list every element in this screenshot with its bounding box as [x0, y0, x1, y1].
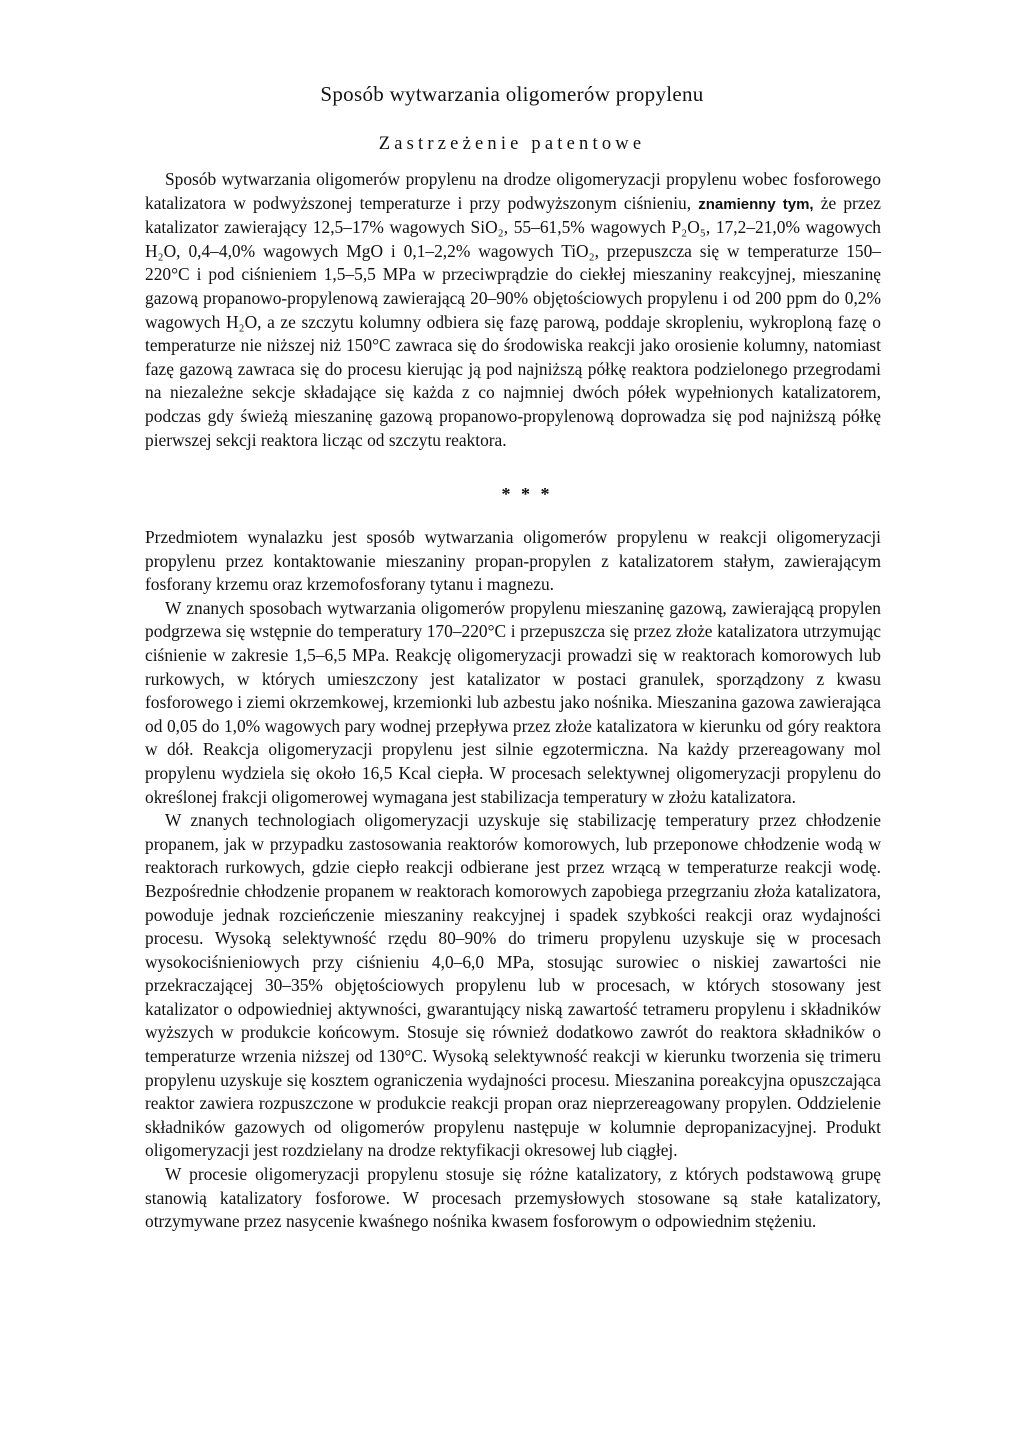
document-title: Sposób wytwarzania oligomerów propylenu	[320, 82, 704, 106]
paragraph-2-text: W znanych sposobach wytwarzania oligomerów propylenu mieszaninę gazową, zawierającą propylen podgrzewa się wstępnie do temperatury 170–220°C i przepuszcza się przez złoże katalizatora utrzymując ciśnienie w zakresie 1,5–6,5 MPa. Reakcję oligomeryzacji prowadzi się w reaktorach komorowych lub rurkowych, w których umieszczony jest katalizator w postaci granulek, sporządzony z kwasu fosforowego i ziemi okrzemkowej, krzemionki lub azbestu jako nośnika. Mieszanina gazowa zawierająca od 0,05 do 1,0% wagowych pary wodnej przepływa przez złoże katalizatora w kierunku od góry reaktora w dół. Reakcja oligomeryzacji propylenu jest silnie egzotermiczna. Na każdy przereagowany mol propylenu wydziela się około 16,5 Kcal ciepła. W procesach selektywnej oligomeryzacji propylenu do określonej frakcji oligomerowej wymagana jest stabilizacja temperatury w złożu katalizatora.	[145, 597, 881, 807]
paragraph-4-text: W procesie oligomeryzacji propylenu stosuje się różne katalizatory, z których podstawową grupę stanowią katalizatory fosforowe. W procesach przemysłowych stosowane są stałe katalizatory, otrzymywane przez nasycenie kwaśnego nośnika kwasem fosforowym o odpowiednim stężeniu.	[145, 1164, 881, 1232]
paragraph-3	[145, 809, 881, 1163]
paragraph-4	[145, 1163, 881, 1234]
claim-text-intro: Sposób wytwarzania oligomerów propylenu na drodze oligomeryzacji propylenu wobec fosforowego katalizatora w podwyższonej temperaturze i przy podwyższonym ciśnieniu,	[145, 169, 881, 213]
section-separator: * * *	[501, 484, 553, 504]
claim-characterizing-phrase: znamienny tym,	[698, 195, 814, 213]
claim-text-body: że przez katalizator zawierający 12,5–17% wagowych SiO₂, 55–61,5% wagowych P₂O₅, 17,2–21,0% wagowych H₂O, 0,4–4,0% wagowych MgO i 0,1–2,2% wagowych TiO₂, przepuszcza się w temperaturze 150–220°C i pod ciśnieniem 1,5–5,5 MPa w przeciwprądzie do ciekłej mieszaniny reakcyjnej, mieszaninę gazową propanowo-propylenową zawierającą 20–90% objętościowych propylenu i od 200 ppm do 0,2% wagowych H₂O, a ze szczytu kolumny odbiera się fazę parową, poddaje skropleniu, wykroploną fazę o temperaturze nie niższej niż 150°C zawraca się do środowiska reakcji jako orosienie kolumny, natomiast fazę gazową zawraca się do procesu kierując ją pod najniższą półkę reaktora podzielonego przegrodami na niezależne sekcje składające się każda z co najmniej dwóch półek wypełnionych katalizatorem, podczas gdy świeżą mieszaninę gazową propanowo-propylenową doprowadza się pod najniższą półkę pierwszej sekcji reaktora licząc od szczytu reaktora.	[145, 192, 882, 450]
paragraph-2	[145, 597, 881, 809]
paragraph-3-text: W znanych technologiach oligomeryzacji uzyskuje się stabilizację temperatury przez chłodzenie propanem, jak w przypadku zastosowania reaktorów komorowych, lub przeponowe chłodzenie wodą w reaktorach rurkowych, gdzie ciepło reakcji odbierane jest przez wrzącą w temperaturze reakcji wodę. Bezpośrednie chłodzenie propanem w reaktorach komorowych zapobiega przegrzaniu złoża katalizatora, powoduje jednak rozcieńczenie mieszaniny reakcyjnej i spadek szybkości reakcji oraz wydajności procesu. Wysoką selektywność rzędu 80–90% do trimeru propylenu uzyskuje się w procesach wysokociśnieniowych przy ciśnieniu 4,0–6,0 MPa, stosując surowiec o niskiej zawartości nie przekraczającej 30–35% objętościowych propylenu lub w procesach, w których stosowany jest katalizator o odpowiedniej aktywności, gwarantujący niską zawartość tetrameru propylenu i składników wyższych w produkcie końcowym. Stosuje się również dodatkowo zawrót do reaktora składników o temperaturze wrzenia niższej od 130°C. Wysoką selektywność reakcji w kierunku tworzenia się trimeru propylenu uzyskuje się kosztem ograniczenia wydajności procesu. Mieszanina poreakcyjna opuszczająca reaktor zawiera rozpuszczone w produkcie reakcji propan oraz nieprzereagowany propylen. Oddzielenie składników gazowych od oligomerów propylenu następuje w kolumnie depropanizacyjnej. Produkt oligomeryzacji jest rozdzielany na drodze rektyfikacji okresowej lub ciągłej.	[145, 810, 881, 1161]
claim-heading: Zastrzeżenie patentowe	[378, 134, 646, 154]
description-body	[145, 526, 881, 1234]
paragraph-1	[145, 526, 881, 597]
paragraph-1-text: Przedmiotem wynalazku jest sposób wytwarzania oligomerów propylenu w reakcji oligomeryzacji propylenu przez kontaktowanie mieszaniny propan-propylen z katalizatorem stałym, zawierającym fosforany krzemu oraz krzemofosforany tytanu i magnezu.	[145, 527, 881, 595]
patent-claim	[145, 168, 881, 452]
